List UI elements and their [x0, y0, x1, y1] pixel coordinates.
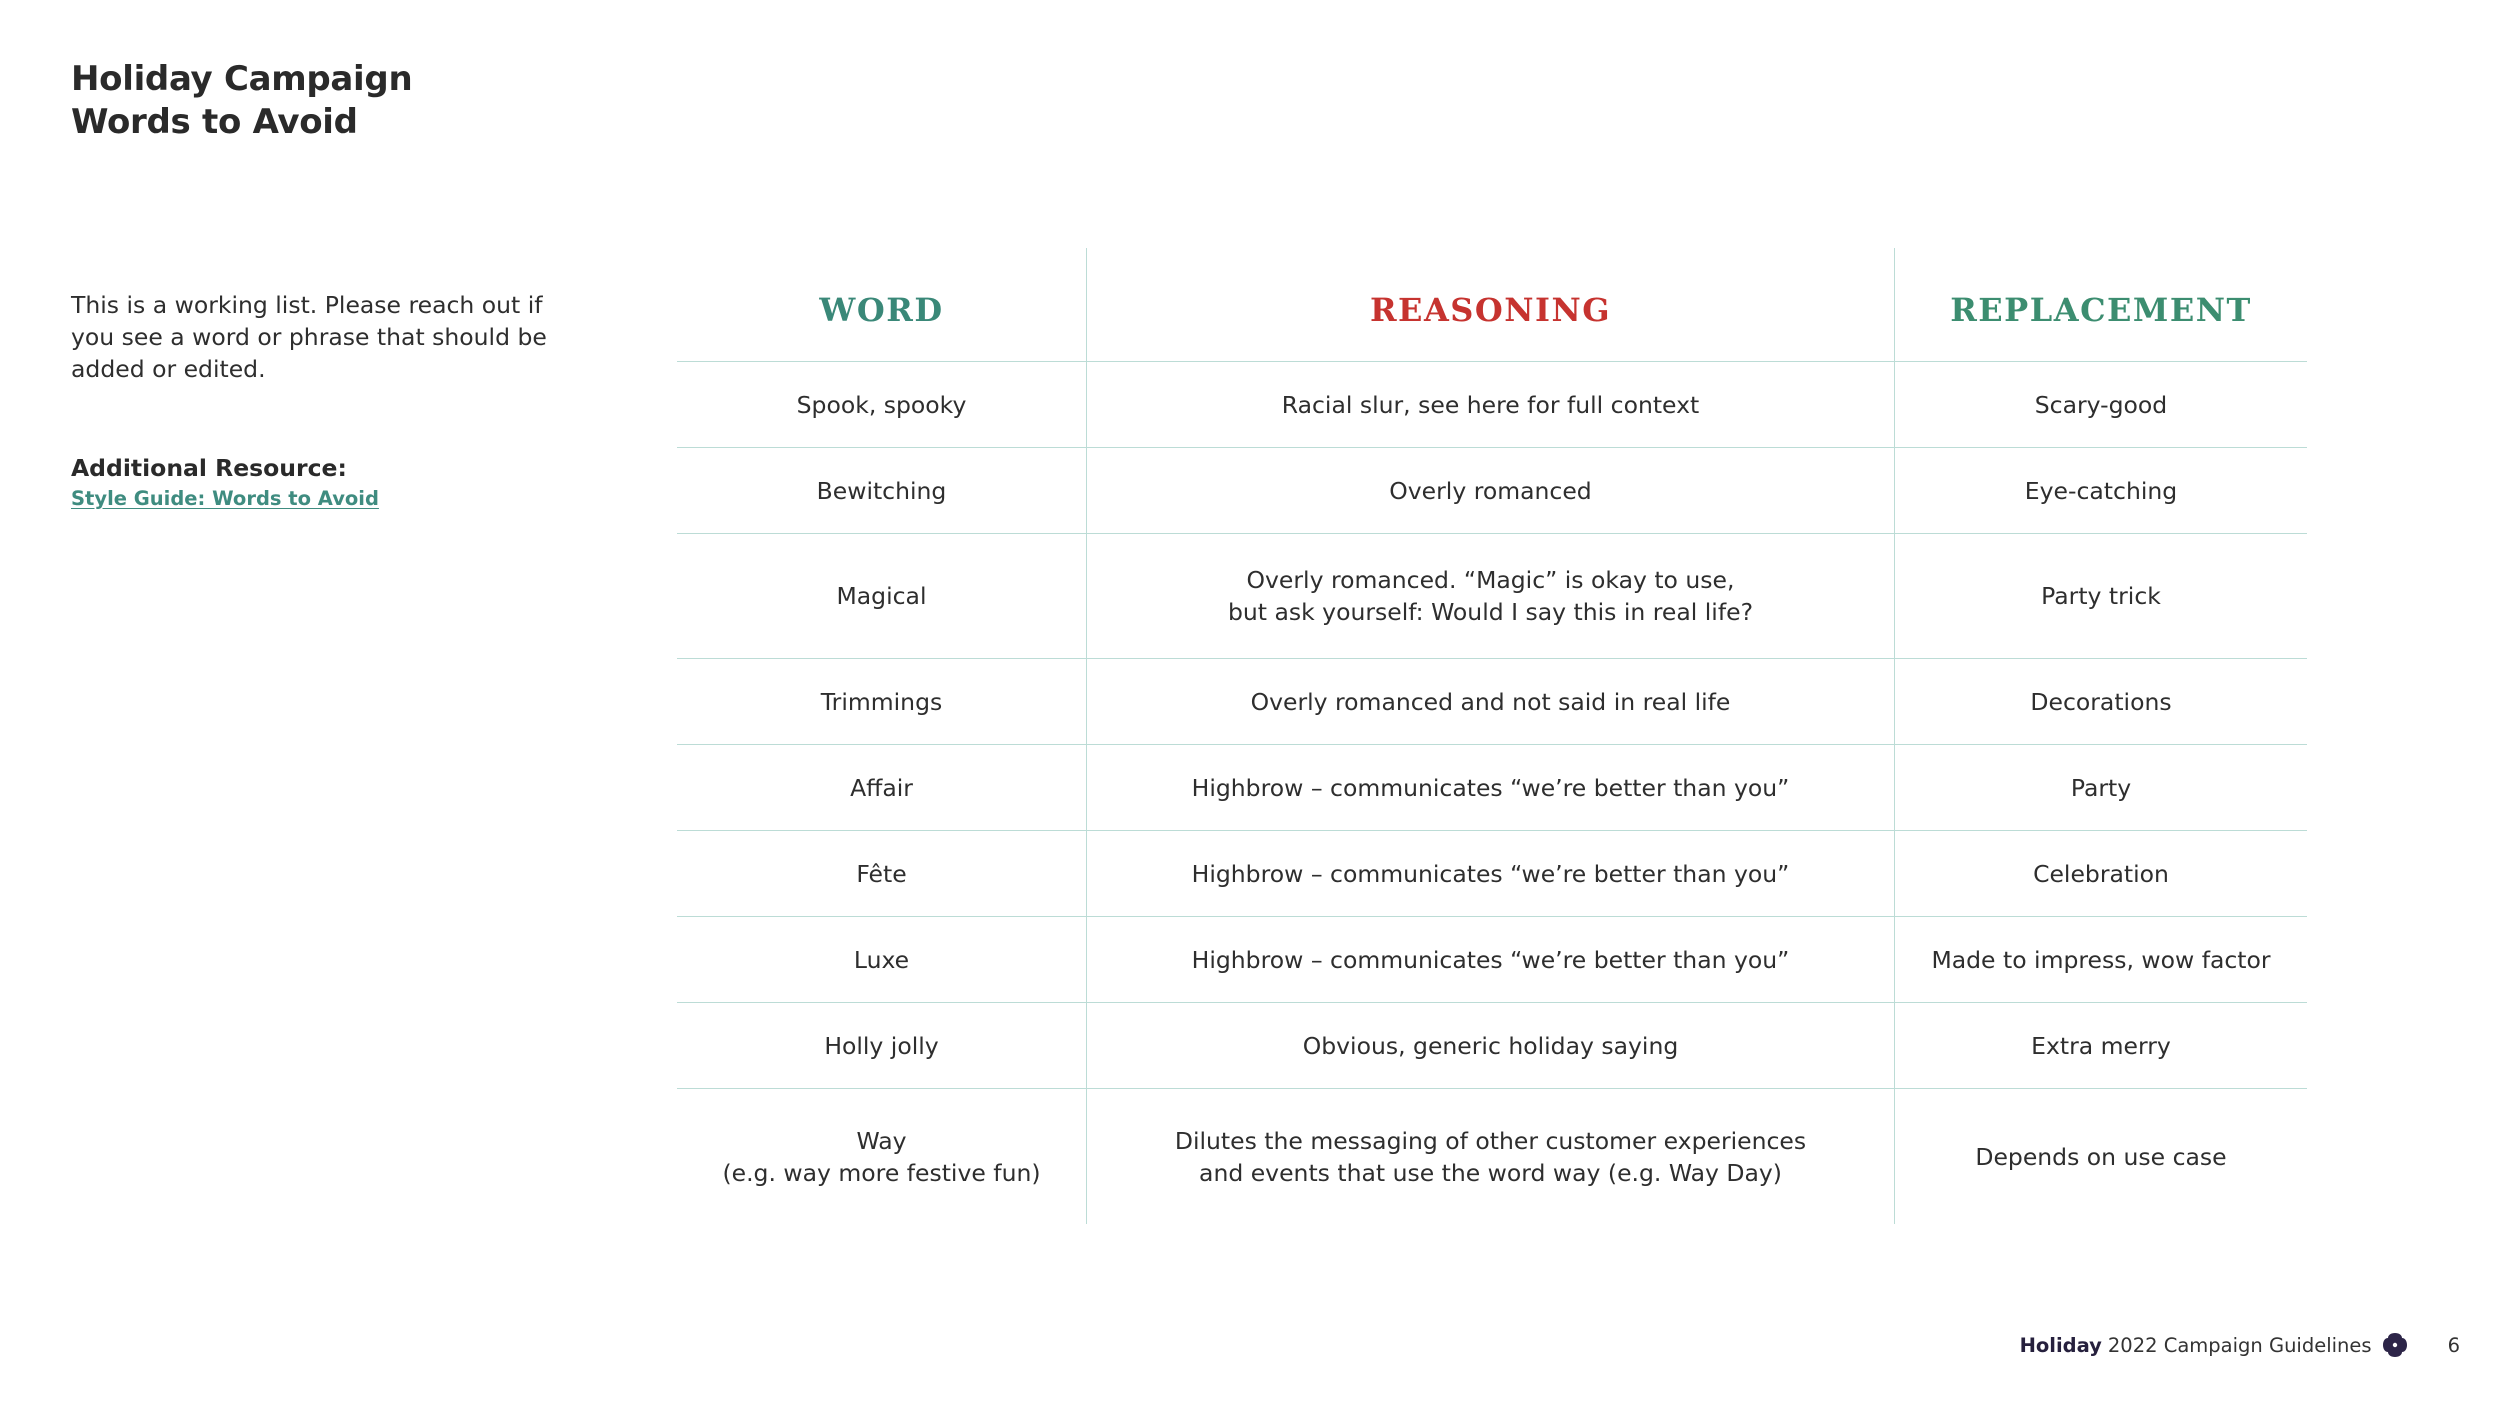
replacement-cell-text [2035, 389, 2167, 421]
additional-resource [71, 452, 591, 514]
replacement-cell-text [1931, 944, 2270, 976]
replacement-cell-text [2041, 580, 2161, 612]
word-cell-text [854, 944, 909, 976]
replacement-cell-line: Party trick [2041, 582, 2161, 610]
table-body [677, 362, 2307, 1224]
word-cell [677, 745, 1087, 830]
reasoning-cell-text [1282, 389, 1699, 421]
table-row [677, 917, 2307, 1003]
replacement-cell [1895, 659, 2307, 744]
reasoning-cell-text [1192, 858, 1790, 890]
table-row [677, 659, 2307, 745]
footer-brand: Holiday [2019, 1333, 2102, 1357]
word-cell-line: Fête [856, 859, 907, 888]
word-cell-text [722, 1125, 1040, 1189]
replacement-cell [1895, 1089, 2307, 1224]
replacement-cell [1895, 1003, 2307, 1088]
reasoning-cell [1087, 917, 1895, 1002]
reasoning-cell-text [1303, 1030, 1679, 1062]
word-cell-text [817, 475, 947, 507]
reasoning-cell [1087, 831, 1895, 916]
replacement-cell-text [2030, 686, 2171, 718]
replacement-cell [1895, 917, 2307, 1002]
word-cell-line: Magical [836, 582, 927, 610]
intro-text: This is a working list. Please reach out if you see a word or phrase that should be added or edited. [71, 291, 547, 383]
word-cell [677, 659, 1087, 744]
reasoning-cell-line: Overly romanced and not said in real life [1250, 687, 1731, 716]
replacement-cell [1895, 362, 2307, 447]
reasoning-cell-text [1251, 686, 1731, 718]
word-cell [677, 1089, 1087, 1224]
reasoning-cell [1087, 659, 1895, 744]
replacement-cell-line: Extra merry [2031, 1031, 2171, 1060]
page-title-line-2: Words to Avoid [71, 102, 358, 142]
reasoning-cell-line: Dilutes the messaging of other customer experiences [1174, 1126, 1807, 1155]
page-title [71, 58, 412, 144]
reasoning-cell-text [1389, 475, 1591, 507]
page-footer [2020, 1330, 2460, 1360]
word-cell [677, 1003, 1087, 1088]
word-cell [677, 831, 1087, 916]
reasoning-cell-text [1175, 1125, 1806, 1189]
word-cell-line: Way [856, 1126, 907, 1155]
page-number: 6 [2447, 1333, 2460, 1357]
word-cell-text [821, 686, 942, 718]
reasoning-cell [1087, 534, 1895, 658]
table-row [677, 534, 2307, 659]
reasoning-cell-line: Highbrow – communicates “we’re better than you” [1191, 773, 1790, 802]
reasoning-cell-line: Obvious, generic holiday saying [1302, 1031, 1679, 1060]
word-cell-text [797, 389, 967, 421]
header-word: WORD [677, 248, 1087, 361]
table-row [677, 831, 2307, 917]
word-cell-text [850, 772, 913, 804]
replacement-cell-line: Made to impress, wow factor [1931, 945, 2271, 974]
style-guide-link[interactable]: Style Guide: Words to Avoid [71, 487, 379, 510]
reasoning-cell-line: Racial slur, see here for full context [1281, 390, 1700, 419]
table-row [677, 448, 2307, 534]
replacement-cell [1895, 534, 2307, 658]
header-replacement: REPLACEMENT [1950, 290, 2252, 329]
replacement-cell-line: Celebration [2033, 859, 2169, 888]
replacement-cell-line: Scary-good [2034, 390, 2168, 419]
word-cell-line: (e.g. way more festive fun) [722, 1158, 1041, 1187]
replacement-cell-line: Eye-catching [2024, 476, 2178, 505]
word-cell-text [837, 580, 927, 612]
word-cell-line: Holly jolly [824, 1031, 939, 1060]
reasoning-cell [1087, 1089, 1895, 1224]
resource-label: Additional Resource: [71, 454, 347, 482]
reasoning-cell [1087, 745, 1895, 830]
reasoning-cell-line: but ask yourself: Would I say this in real life? [1227, 598, 1754, 626]
replacement-cell-text [2071, 772, 2131, 804]
reasoning-cell-text [1192, 944, 1790, 976]
replacement-cell [1895, 831, 2307, 916]
reasoning-cell-line: and events that use the word way (e.g. Way Day) [1199, 1158, 1782, 1187]
reasoning-cell-line: Highbrow – communicates “we’re better than you” [1191, 945, 1790, 974]
word-cell [677, 362, 1087, 447]
word-cell-line: Bewitching [816, 476, 947, 505]
table-row [677, 362, 2307, 448]
reasoning-cell [1087, 1003, 1895, 1088]
page-title-line-1: Holiday Campaign [71, 59, 413, 99]
word-cell [677, 448, 1087, 533]
reasoning-cell [1087, 448, 1895, 533]
table-row [677, 1089, 2307, 1224]
words-to-avoid-table [677, 248, 2307, 1224]
word-cell-line: Spook, spooky [796, 390, 967, 419]
table-row [677, 745, 2307, 831]
word-cell-line: Trimmings [820, 687, 943, 716]
word-cell [677, 534, 1087, 658]
replacement-cell-line: Decorations [2030, 687, 2172, 716]
replacement-cell-line: Depends on use case [1975, 1142, 2227, 1171]
replacement-cell [1895, 448, 2307, 533]
word-cell-line: Affair [850, 773, 913, 802]
replacement-cell-text [1975, 1141, 2226, 1173]
replacement-cell-line: Party [2070, 773, 2132, 802]
table-header-row [677, 248, 2307, 362]
reasoning-cell-text [1228, 564, 1753, 628]
replacement-cell [1895, 745, 2307, 830]
reasoning-cell-line: Highbrow – communicates “we’re better than you” [1191, 859, 1790, 888]
word-cell-text [824, 1030, 938, 1062]
header-reasoning: REASONING [1087, 248, 1895, 361]
table-row [677, 1003, 2307, 1089]
word-cell-text [856, 858, 906, 890]
footer-text: 2022 Campaign Guidelines [2107, 1333, 2372, 1357]
reasoning-cell-text [1192, 772, 1790, 804]
word-cell [677, 917, 1087, 1002]
reasoning-cell-line: Overly romanced. “Magic” is okay to use, [1246, 566, 1735, 594]
replacement-cell-text [2033, 858, 2169, 890]
reasoning-cell [1087, 362, 1895, 447]
clover-logo-icon [2380, 1330, 2410, 1360]
replacement-cell-text [2031, 1030, 2171, 1062]
replacement-cell-text [2025, 475, 2177, 507]
word-cell-line: Luxe [853, 945, 910, 974]
reasoning-cell-line: Overly romanced [1389, 476, 1592, 505]
